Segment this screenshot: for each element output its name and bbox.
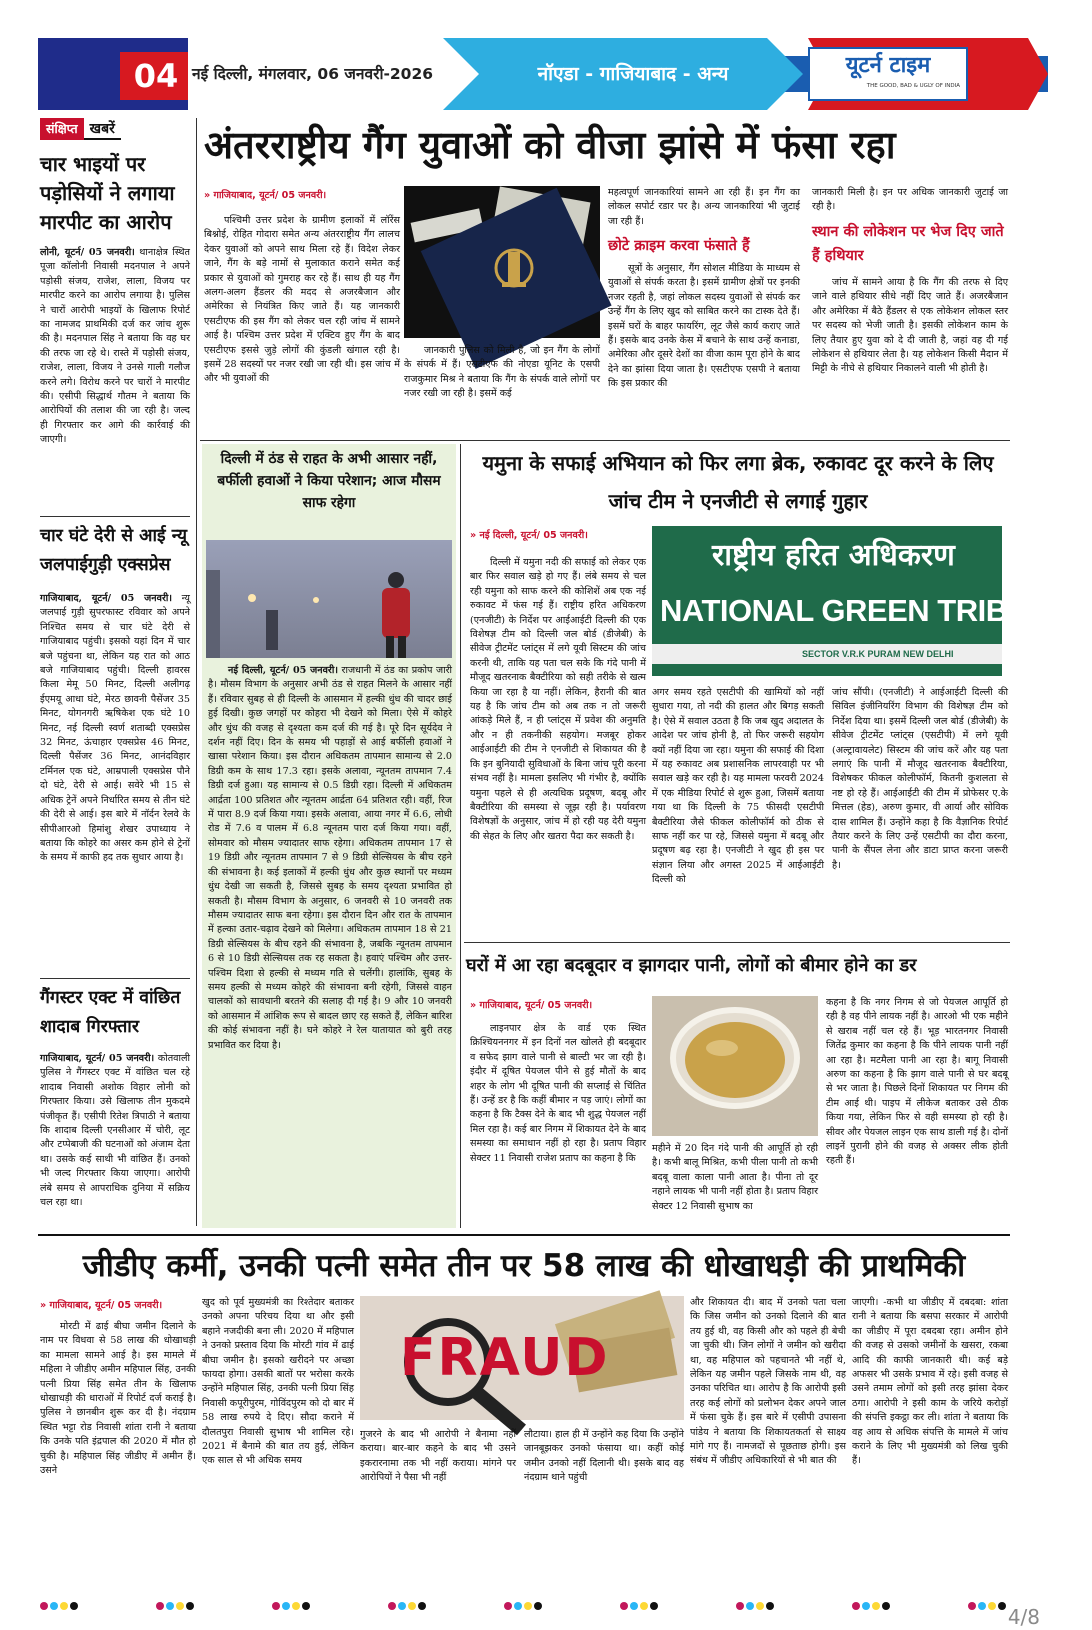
lead-col-2: जानकारी पुलिस को मिली है, जो इन गैंग के लोगों के संपर्क में हैं। एसटीएफ की नोएडा यूनिट के एसपी राजकुमार मिश्र ने बताया कि गैंग के संपर्क वाले लोगों पर नजर रखी जा रही है। इसमें कई (404, 345, 600, 400)
yamuna-col-2: अगर समय रहते एसटीपी की खामियों को नहीं सुधारा गया, तो नदी की हालत और बिगड़ सकती है। ऐसे में सवाल उठता है कि जब खुद अदालत के आदेश पर जांच होनी है, तो फिर जरूरी सहयोग क्यों नहीं दिया जा रहा। यमुना की सफाई की दिशा में यह रुकावट अब प्रशासनिक लापरवाही पर भी सवाल खड़े कर रही है। यह मामला फरवरी 2024 में एक मीडिया रिपोर्ट से शुरू हुआ, जिसमें बताया गया था कि दिल्ली के 75 फीसदी एसटीपी बैक्टीरिया जैसे फीकल कोलीफॉर्म को ठीक से साफ नहीं कर पा रहे, जिससे यमुना में बदबू और प्रदूषण बढ़ रहा है। एनजीटी ने खुद ही इस पर संज्ञान लिया और अगस्त 2025 में आईआईटी दिल्ली को (652, 687, 824, 886)
short-news-body-3: गाजियाबाद, यूटर्न/ 05 जनवरी। कोतवाली पुलिस ने गैंगस्टर एक्ट में वांछित चल रहे शादाब निवासी अशोक विहार लोनी को गिरफ्तार किया। उसे खिलाफ तीन मुकदमे पंजीकृत हैं। एसीपी रितेश त्रिपाठी ने बताया कि शादाब दिल्ली एनसीआर में चोरी, लूट और टप्पेबाजी की घटनाओं को अंजाम देता था। उसके कई साथी भी वांछित हैं। उनको भी जल्द गिरफ्तार किया जाएगा। आरोपी लंबे समय से आपराधिक दुनिया में सक्रिय चल रहा था। (40, 1053, 190, 1209)
weather-headline: दिल्ली में ठंड से राहत के अभी आसार नहीं, बर्फीली हवाओं ने किया परेशान; आज मौसम साफ रहेगा (217, 451, 441, 511)
yamuna-col-1: दिल्ली में यमुना नदी की सफाई को लेकर एक बार फिर सवाल खड़े हो गए हैं। लंबे समय से चल रही यमुना को साफ करने की कोशिशें अब एक नई रुकावट में फंस गई हैं। राष्ट्रीय हरित अधिकरण (एनजीटी) के निर्देश पर आईआईटी दिल्ली की एक विशेषज्ञ टीम को दिल्ली जल बोर्ड (डीजेबी) के सीवेज ट्रीटमेंट प्लांट्स में लगे यूवी सिस्टम की जांच करनी थी, ताकि यह पता चल सके कि गंदे पानी में मौजूद खतरनाक बैक्टीरिया को सही तरीके से खत्म किया जा रहा है या नहीं। लेकिन, हैरानी की बात यह है कि जांच टीम को अब तक न तो जरूरी आंकड़े मिले हैं, न ही प्लांट्स में प्रवेश की अनुमति और न ही तकनीकी सहयोग। मजबूर होकर आईआईटी की टीम ने एनजीटी से शिकायत की है कि इन बुनियादी सुविधाओं के बिना जांच पूरी करना संभव नहीं है। मामला इसलिए भी गंभीर है, क्योंकि यमुना पहले से ही अत्यधिक प्रदूषण, बदबू और बैक्टीरिया की समस्या से जूझ रही है। पर्यावरण विशेषज्ञों के अनुसार, जांच में हो रही यह देरी यमुना की सेहत के लिए और खतरा पैदा कर सकती है। (470, 557, 646, 842)
gda-dateline: » गाजियाबाद, यूटर्न/ 05 जनवरी। (40, 1300, 163, 1311)
brand-logo (808, 47, 968, 101)
dateline-header: नई दिल्ली, मंगलवार, 06 जनवरी-2026 (192, 65, 434, 83)
water-col-1: लाइनपार क्षेत्र के वार्ड एक स्थित क्रिश्चियननगर में इन दिनों नल खोलते ही बदबूदार व सफेद झाग वाले पानी से बाल्टी भर जा रही है। इंदौर में दूषित पेयजल पीने से हुई मौतों के बाद शहर के लोग भी दूषित पानी की सप्लाई से चिंतित हैं। उन्हें डर है कि कहीं बीमार न पड़ जाएं। लोगों का कहना है कि टैक्स देने के बाद भी शुद्ध पेयजल नहीं मिल रहा है। कई बार निगम में शिकायत देने के बाद समस्या का समाधान नहीं हो रहा है। प्रताप विहार सेक्टर 11 निवासी राजेश प्रताप का कहना है कि (470, 1023, 646, 1164)
weather-body: नई दिल्ली, यूटर्न/ 05 जनवरी। राजधानी में ठंड का प्रकोप जारी है। मौसम विभाग के अनुसार अभी ठंड से राहत मिलने के आसार नहीं हैं। रविवार सुबह से ही दिल्ली के आसमान में हल्की धुंध की चादर छाई हुई दिखी। कुछ जगहों पर कोहरा भी देखने को मिला। ऐसे में कोहरे और धुंध की वजह से दृश्यता कम दर्ज की गई है। पूरे दिन सूर्यदेव ने दर्शन नहीं दिए। दिन के समय भी पहाड़ों से आई बर्फीली हवाओं ने खासा परेशान किया। इस दौरान अधिकतम तापमान सामान्य से 2.0 डिग्री कम के साथ 17.3 रहा। इसके अलावा, न्यूनतम तापमान 7.4 डिग्री दर्ज हुआ। यह सामान्य से 0.5 डिग्री रहा। दिल्ली में अधिकतम आर्द्रता 100 प्रतिशत और न्यूनतम आर्द्रता 64 प्रतिशत रही। वहीं, रिज में पारा 8.9 दर्ज किया गया। इसके अलावा, आया नगर में 6.6, लोधी रोड में 7.6 व पालम में 6.8 न्यूनतम पारा दर्ज किया गया। वहीं, सोमवार को मौसम ज्यादातर साफ रहेगा। अधिकतम तापमान 17 से 19 डिग्री और न्यूनतम तापमान 7 से 9 डिग्री सेल्सियस के बीच रहने की संभावना है। कई इलाकों में हल्की धुंध और कुछ स्थानों पर मध्यम धुंध देखी जा सकती है, जिससे सुबह के समय दृश्यता प्रभावित हो सकती है। मौसम विभाग के अनुसार, 6 जनवरी से 10 जनवरी तक मौसम ज्यादातर साफ बना रहेगा। इस दौरान दिन और रात के तापमान में हल्का उतार-चढ़ाव देखने को मिलेगा। अधिकतम तापमान 18 से 21 डिग्री सेल्सियस के बीच रहने की संभावना है, जबकि न्यूनतम तापमान 6 से 10 डिग्री सेल्सियस तक रह सकता है। हवाएं पश्चिम और उत्तर-पश्चिम दिशा से हल्की से मध्यम गति से चलेंगी। हालांकि, सुबह के समय हल्की से मध्यम कोहरे की संभावना बनी रहेगी, जिससे वाहन चालकों को सावधानी बरतने की सलाह दी गई है। 9 और 10 जनवरी को आसमान में आंशिक रूप से बादल छाए रह सकते हैं, लेकिन बारिश की कोई संभावना नहीं है। घने कोहरे ने रेल यातायात को बुरी तरह प्रभावित कर दिया है। (208, 665, 452, 1051)
yamuna-col-3: जांच सौंपी। (एनजीटी) ने आईआईटी दिल्ली की सिविल इंजीनियरिंग विभाग की विशेषज्ञ टीम को निर्देश दिया था। इसमें दिल्ली जल बोर्ड (डीजेबी) के सीवेज ट्रीटमेंट प्लांट्स (एसटीपी) में लगे यूवी (अल्ट्रावायलेट) सिस्टम की जांच करें और यह पता लगाएं कि पानी में मौजूद खतरनाक बैक्टीरिया, विशेषकर फीकल कोलीफॉर्म, कितनी कुशलता से नष्ट हो रहे हैं। आईआईटी की टीम में प्रोफेसर ए.के मित्तल (हेड), अरुण कुमार, वी आर्या और सोविक दास शामिल हैं। उन्होंने कहा है कि वैज्ञानिक रिपोर्ट तैयार करने के लिए उन्हें एसटीपी का दौरा करना, पानी के सैंपल लेना और डाटा प्राप्त करना जरूरी है। (832, 687, 1008, 871)
short-news-body-1: लोनी, यूटर्न/ 05 जनवरी। थानाक्षेत्र स्थित पूजा कॉलोनी निवासी मदनपाल ने अपने पड़ोसी संजय, राजेश, लाला, विजय पर मारपीट करने का आरोप लगाया है। पुलिस ने चारों आरोपी भाइयों के खिलाफ रिपोर्ट का नामजद प्राथमिकी दर्ज कर जांच शुरू की है। मदनपाल सिंह ने बताया कि वह घर की तरफ जा रहे थे। रास्ते में पड़ोसी संजय, राजेश, लाला, विजय ने उनसे गाली गलौज करने लगे। विरोध करने पर चारों ने मारपीट की। एसीपी सिद्धार्थ गौतम ने बताया कि आरोपियों की तलाश की जा रही है। जल्द ही गिरफ्तार कर आगे की कार्रवाई की जाएगी। (40, 247, 190, 446)
lead-subhead-2: स्थान की लोकेशन पर भेज दिए जाते हैं हथियार (812, 224, 1004, 264)
lead-col-3b: सूत्रों के अनुसार, गैंग सोशल मीडिया के माध्यम से युवाओं से संपर्क करता है। इसमें ग्रामीण क्षेत्रों पर इनकी नजर रहती है, जहां लोकल सदस्य युवाओं से संपर्क कर उन्हें गैंग के लिए खुद को साबित करने का टास्क देते हैं। इसमें घरों के बाहर फायरिंग, लूट जैसे कार्य कराए जाते हैं। इसके बाद उनके केस में बचाने के साथ उन्हें कनाडा, अमेरिका और दूसरे देशों का वीजा काम पूरा होने के बाद देने का झांसा दिया जाता है। एसटीएफ एसपी ने बताया कि इस प्रकार की (608, 263, 800, 390)
fog-illustration (206, 540, 452, 658)
ngt-sign-hindi: राष्ट्रीय हरित अधिकरण (712, 538, 955, 573)
registration-marks-1 (40, 1602, 78, 1610)
passport-photo (404, 186, 600, 338)
gda-col-1: मोरटी में ढाई बीघा जमीन दिलाने के नाम पर विधवा से 58 लाख की धोखाधड़ी का मामला सामने आई है। इस मामले में महिला ने जीडीए अमीन महिपाल सिंह, उनकी पत्नी प्रिया सिंह समेत तीन के खिलाफ धोखाधड़ी की धाराओं में रिपोर्ट दर्ज कराई है। पुलिस ने छानबीन शुरू कर दी है। नंदग्राम स्थित भट्टा रोड निवासी शांता रानी ने बताया कि उनके पति इंद्रपाल की 2020 में मौत हो चुकी है। महिपाल सिंह जीडीए में अमीन हैं। उसने (40, 1321, 196, 1477)
registration-marks-5 (504, 1602, 542, 1610)
short-news-title-3: गैंगस्टर एक्ट में वांछित शादाब गिरफ्तार (40, 988, 181, 1037)
gda-col-4: लौटाया। हाल ही में उन्होंने कह दिया कि उन्होंने जानबूझकर उनको फंसाया था। कहीं कोई जमीन उनको नहीं दिलानी थी। इसके बाद वह नंदग्राम थाने पहुंची (524, 1429, 684, 1484)
fog-photo (206, 540, 452, 658)
page-counter: 4/8 (1007, 1605, 1040, 1629)
dirty-water-photo (652, 996, 818, 1136)
registration-marks-7 (736, 1602, 774, 1610)
water-col-2: महीने में 20 दिन गंदे पानी की आपूर्ति हो रही है। कभी बालू मिश्रित, कभी पीला पानी तो कभी बदबू वाला काला पानी आता है। पीना तो दूर नहाने लायक भी पानी नहीं होता है। प्रताप विहार सेक्टर 12 निवासी सुभाष का (652, 1143, 818, 1212)
short-news-badge (40, 118, 188, 140)
page-number: 04 (133, 57, 179, 95)
logo-tagline: THE GOOD, BAD & UGLY OF INDIA (866, 83, 960, 89)
lead-subhead-1: छोटे क्राइम करवा फंसाते हैं (608, 238, 750, 254)
gda-col-2: खुद को पूर्व मुख्यमंत्री का रिश्तेदार बताकर उनको अपना परिचय दिया था और इसी बहाने नजदीकी बना ली। 2020 में महिपाल ने उनको प्रस्ताव दिया कि मोरटी गांव में ढाई बीघा जमीन है। इसको खरीदने पर अच्छा फायदा होगा। उसकी बातों पर भरोसा करके उन्होंने महिपाल सिंह, उनकी पत्नी प्रिया सिंह निवासी कपूरीपुरम, गोविंदपुरम को दो बार में 58 लाख रुपये दे दिए। सौदा कराने में दौलतपुरा निवासी सुभाष भी शामिल रहे। 2021 में बैनामे की बात तय हुई, लेकिन एक साल से भी अधिक समय (202, 1297, 354, 1467)
badge-khabaren: खबरें (84, 118, 121, 140)
registration-marks-4 (388, 1602, 426, 1610)
fraud-word: FRAUD (400, 1328, 610, 1388)
masthead-band (38, 38, 1048, 110)
fraud-photo (360, 1296, 684, 1420)
short-news-title-2: चार घंटे देरी से आई न्यू जलपाईगुड़ी एक्सप्रेस (40, 526, 188, 575)
lead-col-4b: जांच में सामने आया है कि गैंग की तरफ से दिए जाने वाले हथियार सीधे नहीं दिए जाते हैं। अजरबैजान और अमेरिका में बैठे हैंडलर से एक लोकेशन लोकल स्तर पर सदस्य को भेजी जाती है। इसकी लोकेशन काम के लिए तैयार हुए युवा को दे दी जाती है, जहां वह दी गई लोकेशन से हथियार लेता है। यह लोकेशन किसी मैदान में मिट्टी के नीचे से हथियार निकालने वाली भी होती है। (812, 277, 1008, 375)
lead-col-1: पश्चिमी उत्तर प्रदेश के ग्रामीण इलाकों में लॉरेंस बिश्नोई, रोहित गोदारा समेत अन्य अंतरराष्ट्रीय गैंग लालच देकर युवाओं को अपने साथ मिला रहे हैं। विदेश लेकर जाने, गैंग के बड़े नामों से मुलाकात कराने समेत कई प्रकार से युवाओं को गुमराह कर रहे हैं। साथ ही यह गैंग अलग-अलग हैंडलर की मदद से अजरबैजान और अमेरिका से नियंत्रित किए जाते हैं। यह जानकारी एसटीएफ की इस गैंग को लेकर चल रही जांच में सामने आई है। पश्चिम उत्तर प्रदेश में एक्टिव हुए गैंग के बाद एसटीएफ इससे जुड़े लोगों की कुंडली खंगाल रही है। इसमें 28 सदस्यों पर नजर रखी जा रही थी। इस जांच में और भी युवाओं की (204, 215, 400, 385)
registration-marks-6 (620, 1602, 658, 1610)
water-glass-illustration (652, 996, 818, 1136)
gda-col-3: गुजरने के बाद भी आरोपी ने बैनामा नहीं कराया। बार-बार कहने के बाद भी उसने इकरारनामा तक भी नहीं कराया। मांगने पर आरोपियों ने पैसा भी नहीं (360, 1429, 516, 1484)
logo-text: यूटर्न टाइम (845, 53, 931, 78)
lead-headline: अंतरराष्ट्रीय गैंग युवाओं को वीजा झांसे में फंसा रहा (204, 123, 896, 167)
short-news-title-1: चार भाइयों पर पड़ोसियों ने लगाया मारपीट का आरोप (40, 152, 175, 234)
water-dateline: » गाजियाबाद, यूटर्न/ 05 जनवरी। (470, 1000, 593, 1011)
gda-col-6: जाएगी। -कभी था जीडीए में दबदबा: शांता रानी ने बताया कि बसपा सरकार में आरोपी का जीडीए में पूरा दबदबा रहा। अमीन होने की वजह से उसको जमीनों के खसरा, रकबा आदि की काफी जानकारी थी। कई बड़े अफसर भी उसके प्रभाव में रहे। इसी वजह से उसने तमाम लोगों को इसी तरह झांसा देकर ठगा। आरोपी ने इसी काम के जरिये करोड़ों की संपत्ति इकट्ठा कर ली। शांता ने बताया कि वह आय से अधिक संपत्ति के मामले में जांच कराने के लिए भी मुख्यमंत्री को लिख चुकी हैं। (852, 1297, 1008, 1467)
water-headline: घरों में आ रहा बदबूदार व झागदार पानी, लोगों को बीमार होने का डर (466, 955, 917, 976)
registration-marks-3 (272, 1602, 310, 1610)
passport-illustration (404, 186, 600, 338)
yamuna-dateline: » नई दिल्ली, यूटर्न/ 05 जनवरी। (470, 530, 588, 541)
ngt-sign-address: SECTOR V.R.K PURAM NEW DELHI (802, 649, 954, 659)
registration-marks-8 (852, 1602, 890, 1610)
short-news-body-2: गाजियाबाद, यूटर्न/ 05 जनवरी। न्यू जलपाई गुड़ी सुपरफास्ट रविवार को अपने निश्चित समय से चार घंटे देरी से गाजियाबाद पहुंची। इसको यहां दिन में चार बजे पहुंचना था, लेकिन यह रात को आठ बजे गाजियाबाद पहुंची। दिल्ली हावरस किला मेमू 50 मिनट, दिल्ली अलीगढ़ ईएमयू आधा घंटे, मेरठ छावनी पैसेंजर 35 मिनट, योगनगरी ऋषिकेश एक घंटे 10 मिनट, नई दिल्ली स्वर्ण शताब्दी एक्सप्रेस 32 मिनट, ऊंचाहार एक्सप्रेस 46 मिनट, दिल्ली पैसेंजर 36 मिनट, आनंदविहार टर्मिनल एक घंटे, आम्रपाली एक्सप्रेस पौने दो घंटे, देरी से आई। सवेरे भी 15 से अधिक ट्रेनें अपने निर्धारित समय से तीन घंटे की देरी से आई। इस बारे में नॉर्दन रेलवे के सीपीआरओ हिमांशु शेखर उपाध्याय ने बताया कि कोहरे का असर कम होने से ट्रेनों के समय में काफी हद तक सुधार आया है। (40, 593, 190, 864)
water-col-3: कहना है कि नगर निगम से जो पेयजल आपूर्ति हो रही है वह पीने लायक नहीं है। आरओ भी एक महीने से खराब नहीं चल रहे हैं। भूड़ भारतनगर निवासी जितेंद्र कुमार का कहना है कि पीने लायक पानी नहीं आ रहा है। मटमैला पानी आ रहा है। बागू निवासी अरुण का कहना है कि झाग वाले पानी से घर बदबू से भर जाता है। पिछले दिनों शिकायत पर निगम की टीम आई थी। पाइप में लीकेज बताकर उसे ठीक किया गया, लेकिन फिर से वही समस्या हो रही है। सीवर और पेयजल लाइन एक साथ डाली गई है। दोनों लाइनें पुरानी होने की वजह से अक्सर लीक होती रहती हैं। (826, 997, 1008, 1167)
gda-headline: जीडीए कर्मी, उनकी पत्नी समेत तीन पर 58 लाख की धोखाधड़ी की प्राथमिकी (82, 1248, 966, 1284)
yamuna-headline: यमुना के सफाई अभियान को फिर लगा ब्रेक, रुकावट दूर करने के लिए जांच टीम ने एनजीटी से लगाई गुहार (482, 451, 994, 513)
lead-col-3a: महत्वपूर्ण जानकारियां सामने आ रही हैं। इन गैंग का लोकल सपोर्ट रडार पर है। अन्य जानकारियां भी जुटाई जा रही हैं। (608, 187, 800, 227)
lead-col-4a: जानकारी मिली है। इन पर अधिक जानकारी जुटाई जा रही है। (812, 187, 1008, 213)
ngt-sign-photo (652, 526, 1092, 676)
section-title: नॉएडा - गाजियाबाद - अन्य (537, 63, 729, 85)
registration-marks-2 (156, 1602, 194, 1610)
ngt-sign-english: NATIONAL GREEN TRIBUNAL (660, 593, 1092, 628)
gda-col-5: और शिकायत दी। बाद में उनको पता चला कि जिस जमीन को उनको दिलाने की बात तय हुई थी, वह किसी और को पहले ही बेची जा चुकी थी। जिन लोगों ने जमीन को खरीदा था, वह महिपाल को पहचानते भी नहीं थे, लेकिन यह जमीन पहले जिसके नाम थी, वह उनका परिचित था। आरोप है कि आरोपी इसी तरह कई लोगों को प्रलोभन देकर अपने जाल में फंसा चुके हैं। इस बारे में एसीपी उपासना पांडेय ने बताया कि शिकायतकर्ता से साक्ष्य मांगे गए हैं। नामजदों से पूछताछ होगी। इस संबंध में जीडीए अधिकारियों से भी बात की (690, 1297, 846, 1467)
lead-dateline: » गाजियाबाद, यूटर्न/ 05 जनवरी। (204, 190, 327, 201)
badge-sankshipt: संक्षिप्त (40, 118, 84, 140)
